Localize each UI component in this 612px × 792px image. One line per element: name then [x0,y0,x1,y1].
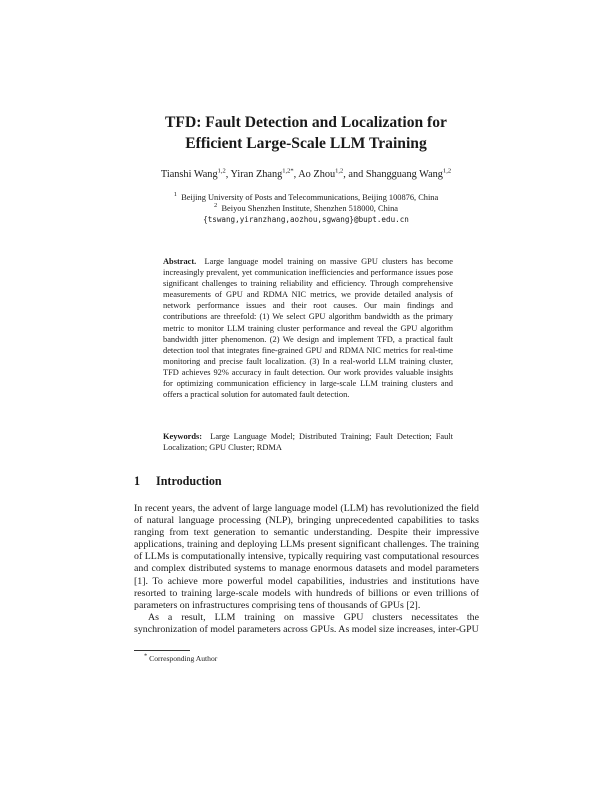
keywords-label: Keywords: [163,432,203,441]
paragraph: In recent years, the advent of large language model (LLM) has revolutionized the field of natural language processing (NLP), bringing unprecedented capabilities to tasks ranging from text generation to semantic understanding. Despite their impressive applications, training and deploying LLMs present significant challenges. The training of LLMs is computationally intensive, typically requiring vast computational resources and complex distributed systems to manage enormous datasets and model parameters [1]. To achieve more powerful model capabilities, industries and institutions have resorted to training large-scale models with hundreds of billions or even trillions of parameters on infrastructures comprising tens of thousands of GPUs [2]. [134,503,479,611]
title-line-2: Efficient Large-Scale LLM Training [185,135,427,152]
abstract-text: Large language model training on massive GPU clusters has become increasingly prevalent, yet communication inefficiencies and performance issues pose significant challenges to training reliability and efficiency. Through comprehensive measurements of GPU and RDMA NIC metrics, we provide detailed analysis of network performance issues and their root causes. Our main findings and contributions are threefold: (1) We select GPU algorithm bandwidth as the primary metric to monitor LLM training cluster performance and reveal the GPU algorithm bandwidth jitter phenomenon. (2) We design and implement TFD, a practical fault detection tool that integrates fine-grained GPU and RDMA NIC metrics for real-time monitoring and precise fault localization. (3) In a real-world LLM training cluster, TFD achieves 92% accuracy in fault detection. Our work provides valuable insights for optimizing communication efficiency in large-scale LLM training clusters and offers a practical solution for automated fault detection. [163,257,453,400]
author: Yiran Zhang$^{1,2*}$, [230,167,299,180]
section-heading [134,474,222,489]
affiliation-2: $^2$ Beiyou Shenzhen Institute, Shenzhen 518000, China [214,202,398,213]
abstract [163,256,453,400]
affiliations [140,192,472,225]
affiliation-1: $^1$ Beijing University of Posts and Telecommunications, Beijing 100876, China [173,191,439,202]
footnote-mark: * [144,652,148,660]
footnote [144,654,217,664]
abstract-label: Abstract. [163,257,197,266]
author: Tianshi Wang$^{1,2}$, [160,167,231,180]
footnote-text: Corresponding Author [149,654,218,663]
author: Shangguang Wang$^{1,2}$ [365,167,452,180]
section-number: 1 [134,474,141,488]
section-title: Introduction [156,474,222,488]
keywords-text: Large Language Model; Distributed Training; Fault Detection; Fault Localization; GPU Cluster; RDMA [163,432,453,453]
paragraph: As a result, LLM training on massive GPU clusters necessitates the synchronization of model parameters across GPUs. As model size increases, inter-GPU [134,611,479,635]
paper-title [100,112,512,154]
title-line-1: TFD: Fault Detection and Localization for [165,114,447,131]
author-list [100,168,512,181]
footnote-rule [134,650,190,651]
keywords [163,431,453,453]
author: Ao Zhou$^{1,2}$, and [298,167,366,180]
section-body [134,503,479,636]
author-emails: {tswang,yiranzhang,aozhou,sgwang}@bupt.edu.cn [203,215,409,224]
